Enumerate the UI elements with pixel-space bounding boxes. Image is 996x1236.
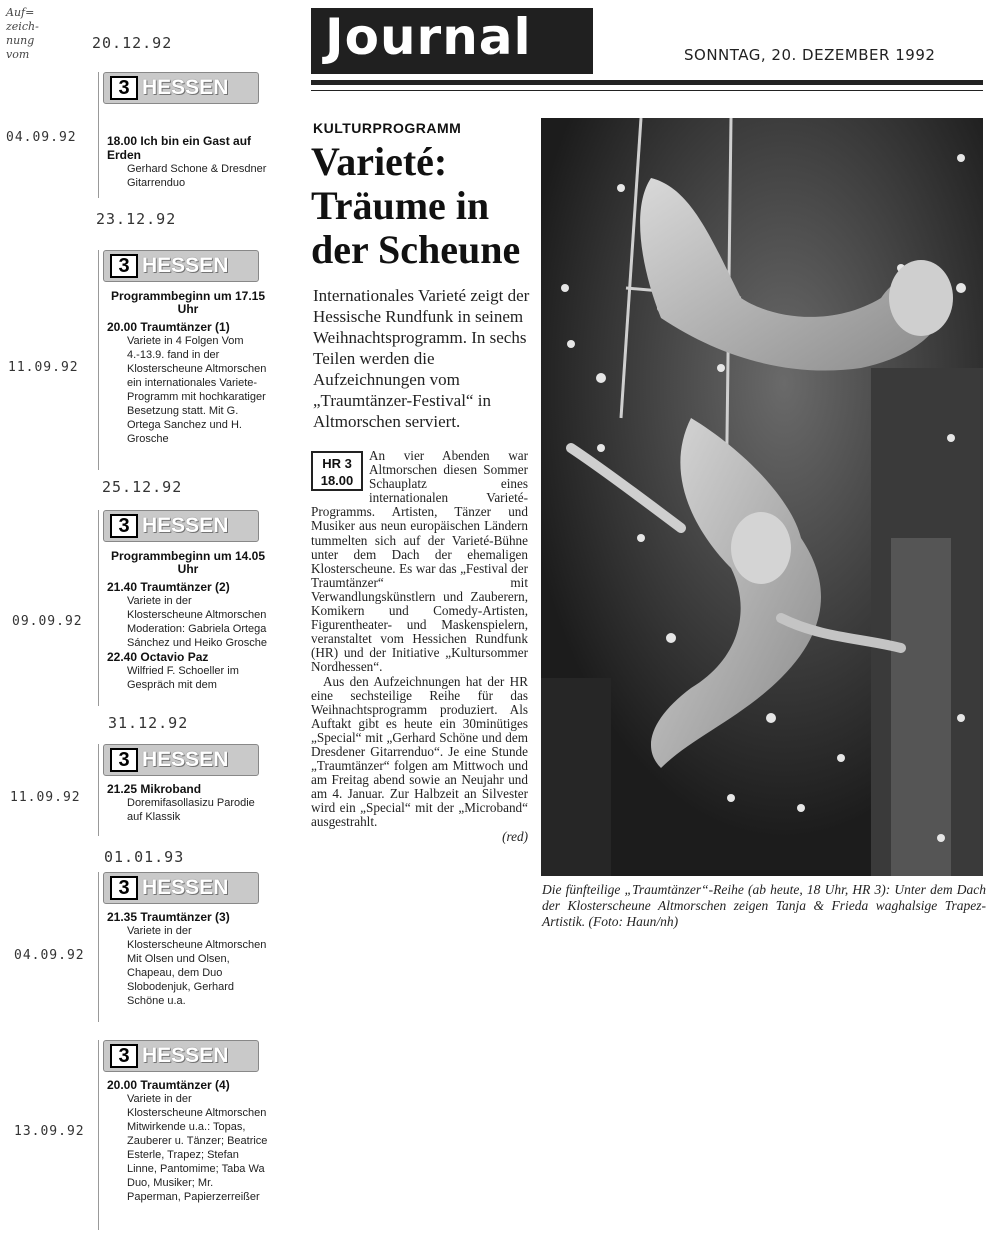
note-line: zeich- [6, 20, 39, 33]
article-body [311, 449, 528, 844]
channel-number: 3 [110, 76, 138, 100]
channel-number: 3 [110, 254, 138, 278]
note-line: vom [6, 48, 30, 61]
listing-title: 21.40 Traumtänzer (2) [107, 580, 230, 594]
program-start: Programmbeginn um 17.15 Uhr [110, 289, 266, 316]
tv-listing-clip [98, 744, 273, 836]
article-lead: Internationales Varieté zeigt der Hessische Rundfunk in seinem Weihnachtsprogramm. In sechs Teilen werden die Aufzeichnungen vom „Traumtänzer-Festival“ in Altmorschen serviert. [313, 286, 530, 431]
journal-masthead [311, 8, 593, 74]
badge-time: 18.00 [320, 473, 354, 488]
article-headline: Varieté: Träume in der Scheune [311, 139, 521, 272]
tv-listing-clip [98, 510, 273, 706]
paper-name: Journal [325, 8, 532, 66]
listing-description: Variete in der Klosterscheune Altmorschen Mit Olsen und Olsen, Chapeau, dem Duo Slobodenjuk, Gerhard Schöne u.a. [127, 925, 267, 1007]
side-date: 11.09.92 [8, 360, 79, 375]
hessen-3-logo [103, 1040, 259, 1072]
channel-name: HESSEN [142, 76, 229, 99]
section-rubric: KULTURPROGRAMM [313, 120, 462, 136]
channel-name: HESSEN [142, 254, 229, 277]
article-paragraph: An vier Abenden war Altmorschen diesen Sommer Schauplatz eines internationalen Varieté-Programms. Artisten, Tänzer und Musiker aus neun europäischen Ländern tummelten sich auf der Varieté-Bühne unter dem Dach der ehemaligen Klosterscheune. Es war das „Festival der Traumtänzer“ mit Verwandlungskünstlern und Zauberern, Komikern und Comedy-Artisten, Figurentheater- und Maskenspielern, veranstaltet vom Hessichen Rundfunk (HR) und der Initiative „Kultursommer Nordhessen“. [311, 448, 528, 675]
channel-number: 3 [110, 876, 138, 900]
listing-description: Wilfried F. Schoeller im Gespräch mit dem [127, 665, 239, 691]
listing-description: Variete in der Klosterscheune Altmorschen Mitwirkende u.a.: Topas, Zauberer u. Tänzer; Beatrice Esterle, Trapez; Stefan Linne, Pantomime; Taba Wa Duo, Musiker; Mr. Paperman, Papierzerreißer [127, 1093, 268, 1203]
handwritten-date: 31.12.92 [108, 714, 189, 732]
listing-title: 22.40 Octavio Paz [107, 650, 209, 664]
listing-title: 18.00 Ich bin ein Gast auf Erden [107, 134, 252, 162]
listing-title: 21.35 Traumtänzer (3) [107, 910, 230, 924]
handwritten-date: 01.01.93 [104, 848, 185, 866]
photo-illustration [541, 118, 983, 876]
handwritten-date: 23.12.92 [96, 210, 177, 228]
divider [311, 80, 983, 85]
tv-listing-clip [98, 72, 273, 198]
divider [311, 90, 983, 91]
tv-listing-clip [98, 250, 273, 470]
paper-date: SONNTAG, 20. DEZEMBER 1992 [684, 46, 936, 64]
hessen-3-logo [103, 510, 259, 542]
tv-listing-clip [98, 872, 273, 1022]
listing-description: Variete in 4 Folgen Vom 4.-13.9. fand in der Klosterscheune Altmorschen ein internationales Variete-Programm mit hochkaratiger Besetzung statt. Mit G. Ortega Sanchez und H. Grosche [127, 335, 267, 445]
note-line: Auf= [6, 6, 35, 19]
channel-number: 3 [110, 1044, 138, 1068]
channel-number: 3 [110, 748, 138, 772]
badge-channel: HR 3 [322, 456, 352, 471]
side-date: 13.09.92 [14, 1124, 85, 1139]
handwritten-date: 25.12.92 [102, 478, 183, 496]
channel-name: HESSEN [142, 748, 229, 771]
channel-name: HESSEN [142, 514, 229, 537]
photo-caption: Die fünfteilige „Traumtänzer“-Reihe (ab heute, 18 Uhr, HR 3): Unter dem Dach der Klosterscheune Altmorschen zeigen Tanja & Frieda waghalsige Trapez-Artistik. (Foto: Haun/nh) [542, 882, 986, 929]
handwritten-margin-note [6, 6, 66, 62]
handwritten-date: 20.12.92 [92, 34, 173, 52]
side-date: 04.09.92 [14, 948, 85, 963]
hessen-3-logo [103, 72, 259, 104]
tv-listing-clip [98, 1040, 273, 1230]
channel-name: HESSEN [142, 1044, 229, 1067]
side-date: 09.09.92 [12, 614, 83, 629]
listing-description: Gerhard Schone & Dresdner Gitarrenduo [127, 163, 267, 189]
listing-title: 21.25 Mikroband [107, 782, 202, 796]
author-signature: (red) [502, 828, 528, 844]
side-date: 04.09.92 [6, 130, 77, 145]
hessen-3-logo [103, 872, 259, 904]
listing-description: Doremifasollasizu Parodie auf Klassik [127, 797, 255, 823]
listing-description: Variete in der Klosterscheune Altmorschen Moderation: Gabriela Ortega Sánchez und Heiko Grosche [127, 595, 268, 649]
side-date: 11.09.92 [10, 790, 81, 805]
hessen-3-logo [103, 744, 259, 776]
channel-name: HESSEN [142, 876, 229, 899]
channel-number: 3 [110, 514, 138, 538]
trapeze-photo [541, 118, 983, 876]
listing-title: 20.00 Traumtänzer (4) [107, 1078, 230, 1092]
note-line: nung [6, 34, 35, 47]
article-paragraph: Aus den Aufzeichnungen hat der HR eine sechsteilige Reihe für das Weihnachtsprogramm produziert. Als Auftakt gibt es heute ein 30minütiges „Special“ mit „Gerhard Schöne und dem Dresdener Gitarrenduo“. Je eine Stunde „Traumtänzer“ folgen am Mittwoch und am Freitag abend sowie an Neujahr und am 4. Januar. Zur Halbzeit an Silvester wird ein „Special“ mit der „Microband“ ausgestrahlt. [311, 673, 528, 830]
listing-title: 20.00 Traumtänzer (1) [107, 320, 230, 334]
hessen-3-logo [103, 250, 259, 282]
program-start: Programmbeginn um 14.05 Uhr [110, 549, 266, 576]
